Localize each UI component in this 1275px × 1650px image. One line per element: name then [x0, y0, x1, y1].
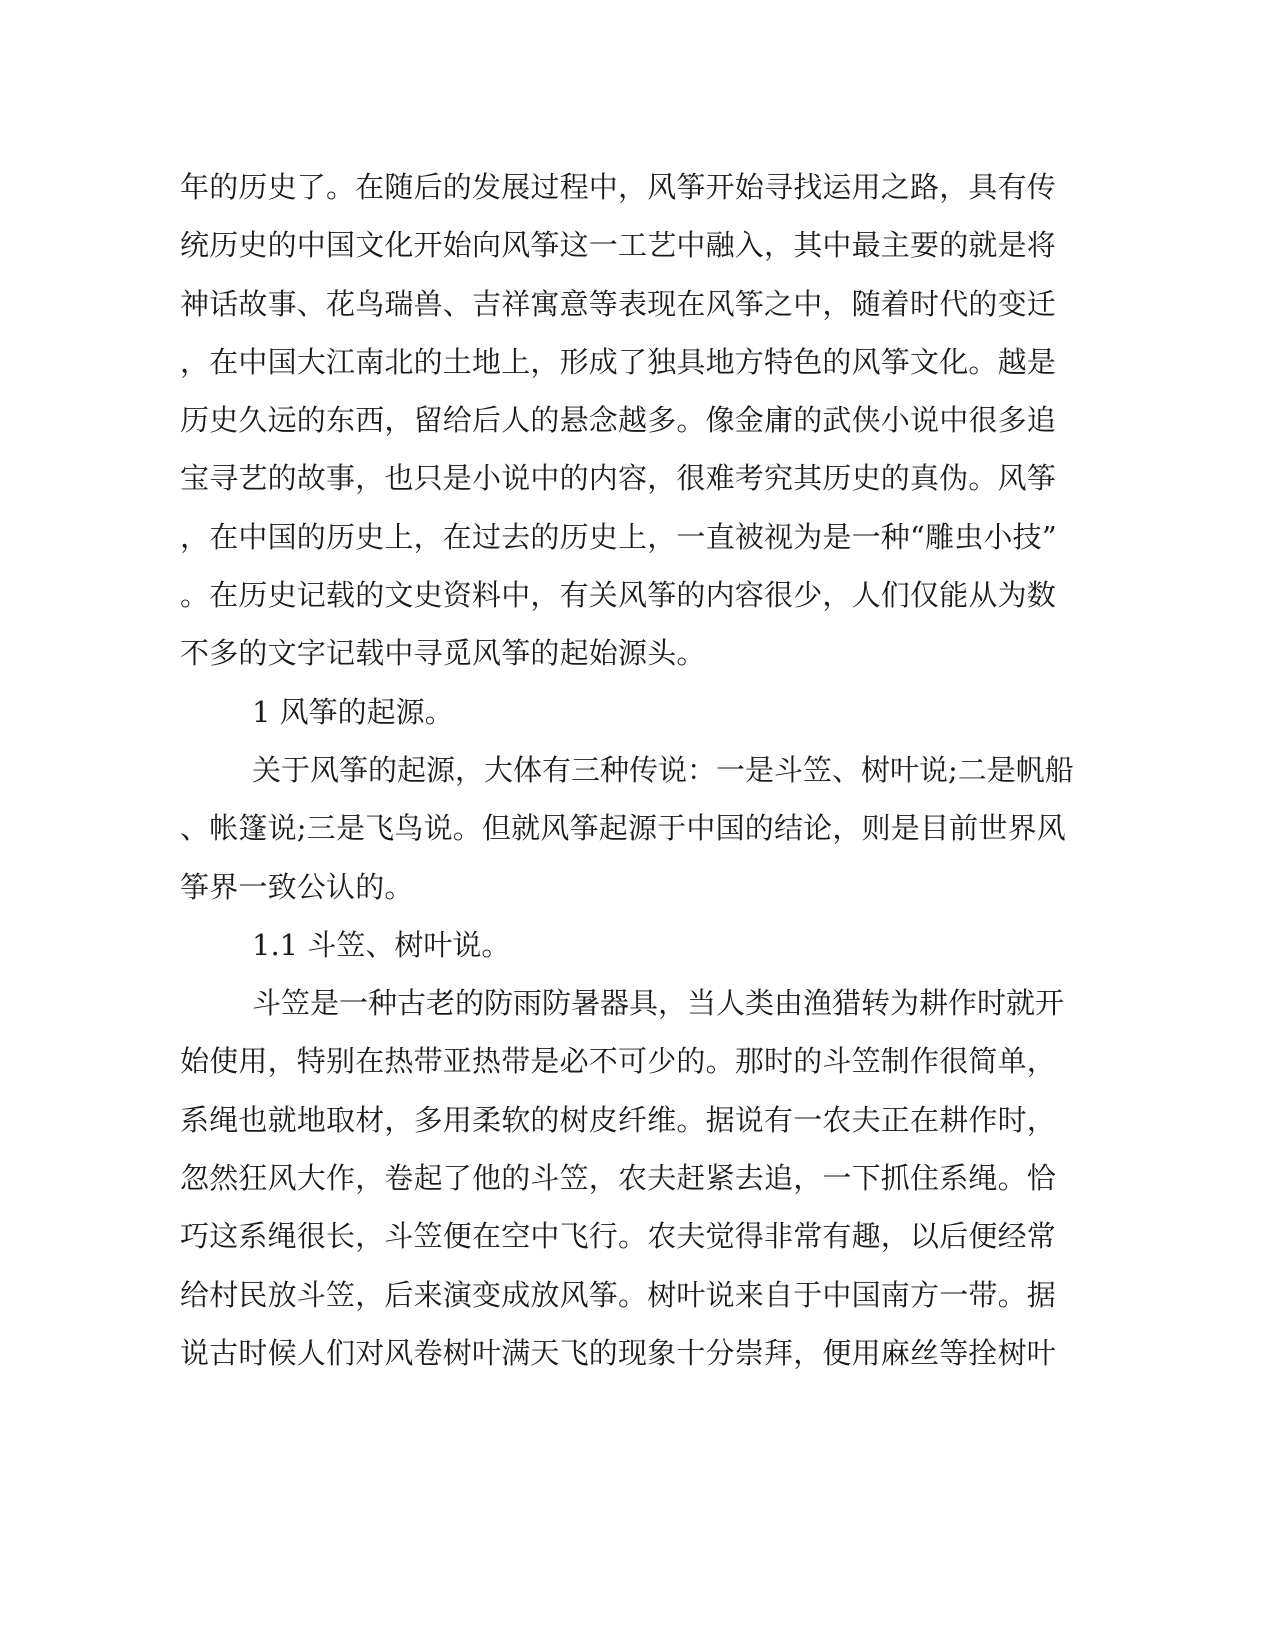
- text-line: 宝寻艺的故事，也只是小说中的内容，很难考究其历史的真伪。风筝: [180, 461, 1057, 496]
- text-line: ，在中国大江南北的土地上，形成了独具地方特色的风筝文化。越是: [180, 344, 1057, 379]
- text-line: 筝界一致公认的。: [180, 869, 414, 904]
- text-line: 不多的文字记载中寻觅风筝的起始源头。: [180, 636, 706, 671]
- text-line: 给村民放斗笠，后来演变成放风筝。树叶说来自于中国南方一带。据: [180, 1277, 1057, 1312]
- text-line: 巧这系绳很长，斗笠便在空中飞行。农夫觉得非常有趣，以后便经常: [180, 1219, 1057, 1254]
- text-line: 忽然狂风大作，卷起了他的斗笠，农夫赶紧去追，一下抓住系绳。恰: [180, 1161, 1057, 1196]
- text-line: 关于风筝的起源，大体有三种传说：一是斗笠、树叶说;二是帆船: [252, 752, 1074, 787]
- section-heading: 1 风筝的起源。: [252, 694, 454, 729]
- text-line: 系绳也就地取材，多用柔软的树皮纤维。据说有一农夫正在耕作时，: [180, 1102, 1057, 1137]
- text-line: 年的历史了。在随后的发展过程中，风筝开始寻找运用之路，具有传: [180, 170, 1057, 204]
- text-line: 、帐篷说;三是飞鸟说。但就风筝起源于中国的结论，则是目前世界风: [180, 811, 1066, 846]
- text-line: 历史久远的东西，留给后人的悬念越多。像金庸的武侠小说中很多追: [180, 403, 1057, 438]
- text-line: 。在历史记载的文史资料中，有关风筝的内容很少，人们仅能从为数: [180, 578, 1057, 613]
- text-line: ，在中国的历史上，在过去的历史上，一直被视为是一种“雕虫小技”: [180, 519, 1057, 554]
- text-line: 始使用，特别在热带亚热带是必不可少的。那时的斗笠制作很简单，: [180, 1044, 1057, 1079]
- document-body: [180, 158, 1074, 1382]
- text-line: 神话故事、花鸟瑞兽、吉祥寓意等表现在风筝之中，随着时代的变迁: [180, 286, 1057, 321]
- text-line: 统历史的中国文化开始向风筝这一工艺中融入，其中最主要的就是将: [180, 228, 1057, 263]
- subsection-heading: 1.1 斗笠、树叶说。: [252, 927, 511, 962]
- text-line: 说古时候人们对风卷树叶满天飞的现象十分崇拜，便用麻丝等拴树叶: [180, 1335, 1057, 1370]
- text-line: 斗笠是一种古老的防雨防暑器具，当人类由渔猎转为耕作时就开: [252, 986, 1065, 1021]
